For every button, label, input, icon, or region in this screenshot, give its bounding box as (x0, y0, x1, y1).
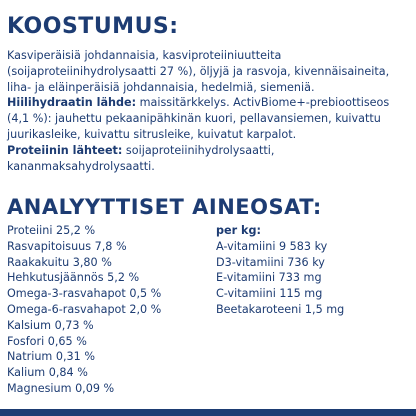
composition-heading: KOOSTUMUS: (7, 14, 179, 39)
protein-sources-label: Proteiinin lähteet: (7, 143, 123, 157)
per-kg-item: A-vitamiini 9 583 ky (216, 239, 328, 253)
analytical-item: Proteiini 25,2 % (7, 224, 96, 237)
composition-intro (7, 48, 412, 95)
analytical-item: Fosfori 0,65 % (7, 334, 87, 348)
per-kg-list (216, 223, 344, 318)
analytical-item: Rasvapitoisuus 7,8 % (7, 239, 127, 253)
analytical-heading: ANALYYTTISET AINEOSAT: (7, 195, 322, 219)
composition-intro-line: liha- ja eläinperäisiä johdannaisia, hedelmiä, siemeniä. (7, 80, 315, 94)
protein-sources (7, 143, 412, 175)
carbohydrate-source-line: maissitärkkelys. ActivBiome+-prebioottiseos (136, 96, 390, 110)
per-kg-item: Beetakaroteeni 1,5 mg (216, 302, 345, 316)
analytical-item: Kalsium 0,73 % (7, 318, 94, 332)
per-kg-item: D3-vitamiini 736 ky (216, 255, 325, 269)
composition-intro-line: Kasviperäisiä johdannaisia, kasviproteiiniuutteita (7, 49, 282, 62)
composition-intro-line: (soijaproteiinihydrolysaatti 27 %), öljyjä ja rasvoja, kivennäisaineita, (7, 64, 390, 78)
carbohydrate-source-line: (4,1 %): jauhettu pekaanipähkinän kuori, pellavansiemen, kuivattu (7, 112, 381, 126)
analytical-list (7, 223, 161, 397)
analytical-item: Raakakuitu 3,80 % (7, 255, 112, 269)
analytical-item: Omega-6-rasvahapot 2,0 % (7, 302, 162, 316)
carbohydrate-source-label: Hiilihydraatin lähde: (7, 96, 137, 110)
carbohydrate-source (7, 95, 412, 142)
analytical-item: Natrium 0,31 % (7, 350, 95, 364)
analytical-item: Kalium 0,84 % (7, 366, 88, 380)
per-kg-item: C-vitamiini 115 mg (216, 287, 323, 301)
per-kg-heading: per kg: (216, 224, 261, 237)
carbohydrate-source-line: juurikasleike, kuivattu sitrusleike, kuivatut karpalot. (7, 127, 297, 141)
bottom-bar (0, 409, 416, 416)
composition-text (7, 48, 412, 174)
protein-sources-line: kananmaksahydrolysaatti. (7, 159, 155, 173)
protein-sources-line: soijaproteiinihydrolysaatti, (122, 143, 275, 157)
per-kg-item: E-vitamiini 733 mg (216, 271, 322, 285)
analytical-item: Magnesium 0,09 % (7, 381, 115, 395)
analytical-item: Hehkutusjäännös 5,2 % (7, 271, 140, 285)
analytical-item: Omega-3-rasvahapot 0,5 % (7, 287, 162, 301)
